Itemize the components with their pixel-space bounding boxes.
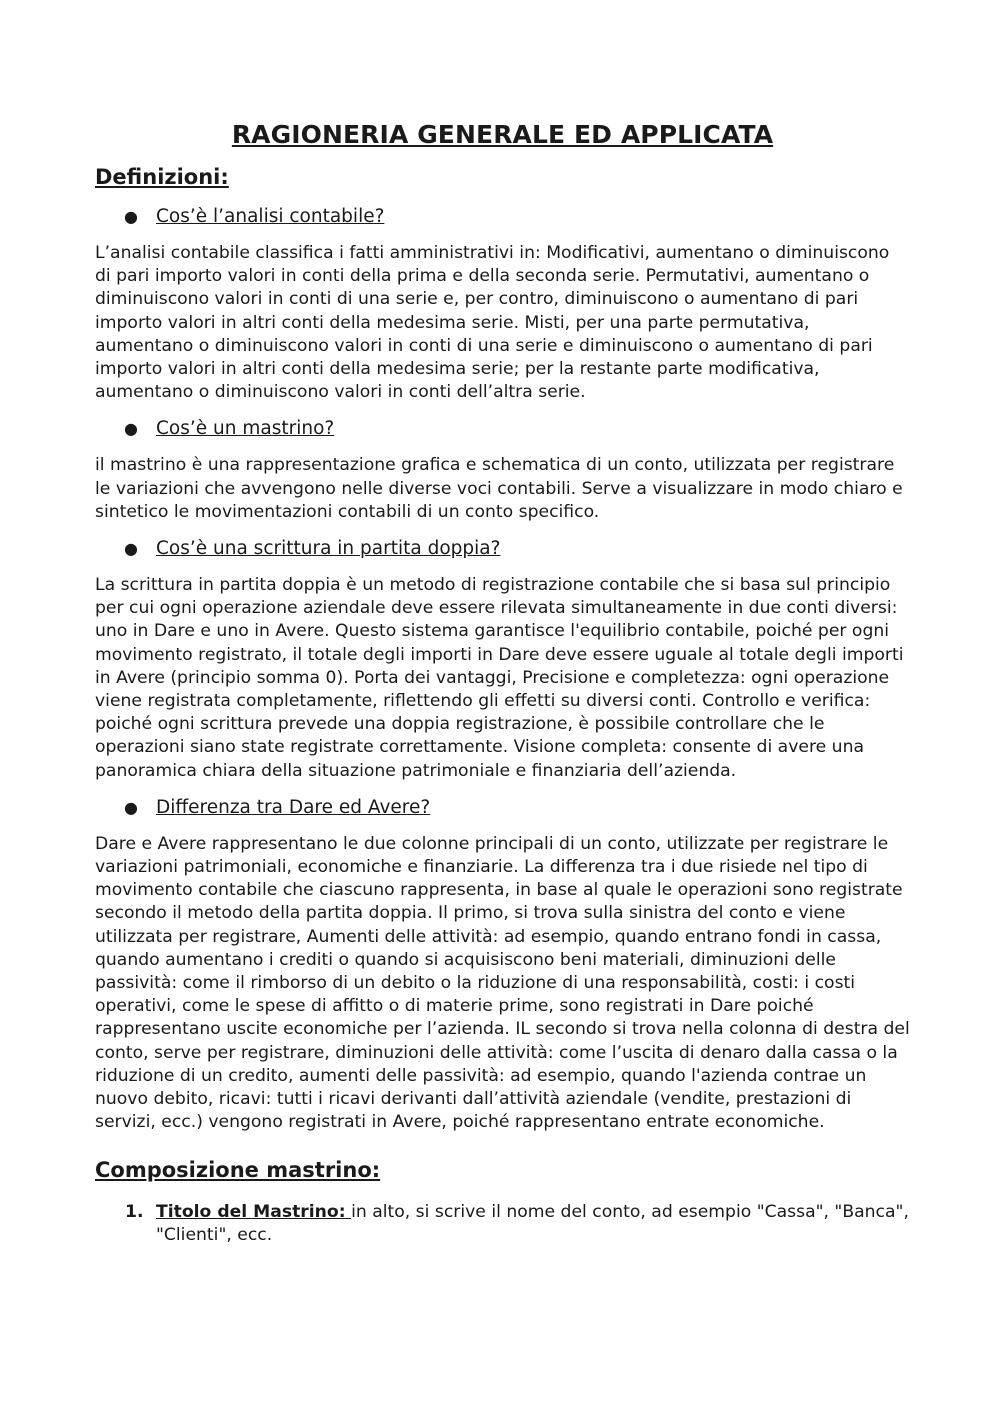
question-text: Cos’è una scrittura in partita doppia?: [156, 538, 501, 560]
question-item: [95, 416, 910, 442]
answer-paragraph: il mastrino è una rappresentazione grafica e schematica di un conto, utilizzata per registrare le variazioni che avvengono nelle diverse voci contabili. Serve a visualizzare in modo chiaro e sintetico le movimentazioni contabili di un conto specifico.: [95, 455, 903, 522]
question-text: Differenza tra Dare ed Avere?: [156, 796, 431, 818]
section-heading-composizione: Composizione mastrino:: [95, 1157, 381, 1182]
bullet-icon: ●: [124, 419, 138, 439]
document-title: RAGIONERIA GENERALE ED APPLICATA: [231, 120, 774, 149]
question-item: [95, 536, 910, 562]
list-term: Titolo del Mastrino:: [156, 1201, 346, 1222]
bullet-icon: ●: [124, 797, 138, 817]
section-heading-definizioni: Definizioni:: [95, 165, 229, 189]
document-page: [95, 118, 910, 1247]
question-text: Cos’è l’analisi contabile?: [156, 206, 385, 227]
bullet-icon: ●: [124, 539, 138, 559]
list-text: in alto, si scrive il nome del conto, ad esempio "Cassa", "Banca", "Clienti", ecc.: [156, 1201, 909, 1245]
question-item: [95, 204, 910, 230]
question-text: Cos’è un mastrino?: [156, 418, 335, 440]
bullet-icon: ●: [124, 207, 138, 226]
answer-paragraph: Dare e Avere rappresentano le due colonne principali di un conto, utilizzate per registrare le variazioni patrimoniali, economiche e finanziarie. La differenza tra i due risiede nel tipo di movimento contabile che ciascuno rappresenta, in base al quale le operazioni sono registrate secondo il metodo della partita doppia. Il primo, si trova sulla sinistra del conto e viene utilizzata per registrare, Aumenti delle attività: ad esempio, quando entrano fondi in cassa, quando aumentano i crediti o quando si acquisiscono beni materiali, diminuzioni delle passività: come il rimborso di un debito o la riduzione di una responsabilità, costi: i costi operativi, come le spese di affitto o di materie prime, sono registrati in Dare poiché rappresentano uscite economiche per l’azienda. IL secondo si trova nella colonna di destra del conto, serve per registrare, diminuzioni delle attività: come l’uscita di denaro dalla cassa o la riduzione di un credito, aumenti delle passività: ad esempio, quando l'azienda contrae un nuovo debito, ricavi: tutti i ricavi derivanti dall’attività aziendale (vendite, prestazioni di servizi, ecc.) vengono registrati in Avere, poiché rappresentano entrate economiche.: [95, 833, 910, 1133]
answer-paragraph: L’analisi contabile classifica i fatti amministrativi in: Modificativi, aumentano o diminuiscono di pari importo valori in conti della prima e della seconda serie. Permutativi, aumentano o diminuiscono valori in conti di una serie e, per contro, diminuiscono o aumentano di pari importo valori in altri conti della medesima serie. Misti, per una parte permutativa, aumentano o diminuiscono valori in conti di una serie e diminuiscono o aumentano di pari importo valori in altri conti della medesima serie; per la restante parte modificativa, aumentano o diminuiscono valori in conti dell’altra serie.: [95, 243, 890, 403]
question-item: [95, 795, 910, 821]
list-item: [95, 1201, 910, 1247]
list-number: 1.: [125, 1201, 144, 1222]
answer-paragraph: La scrittura in partita doppia è un metodo di registrazione contabile che si basa sul principio per cui ogni operazione aziendale deve essere rilevata simultaneamente in due conti diversi: uno in Dare e uno in Avere. Questo sistema garantisce l'equilibrio contabile, poiché per ogni movimento registrato, il totale degli importi in Dare deve essere uguale al totale degli importi in Avere (principio somma 0). Porta dei vantaggi, Precisione e completezza: ogni operazione viene registrata completamente, riflettendo gli effetti su diversi conti. Controllo e verifica: poiché ogni scrittura prevede una doppia registrazione, è possibile controllare che le operazioni siano state registrate correttamente. Visione completa: consente di avere una panoramica chiara della situazione patrimoniale e finanziaria dell’azienda.: [95, 575, 904, 781]
